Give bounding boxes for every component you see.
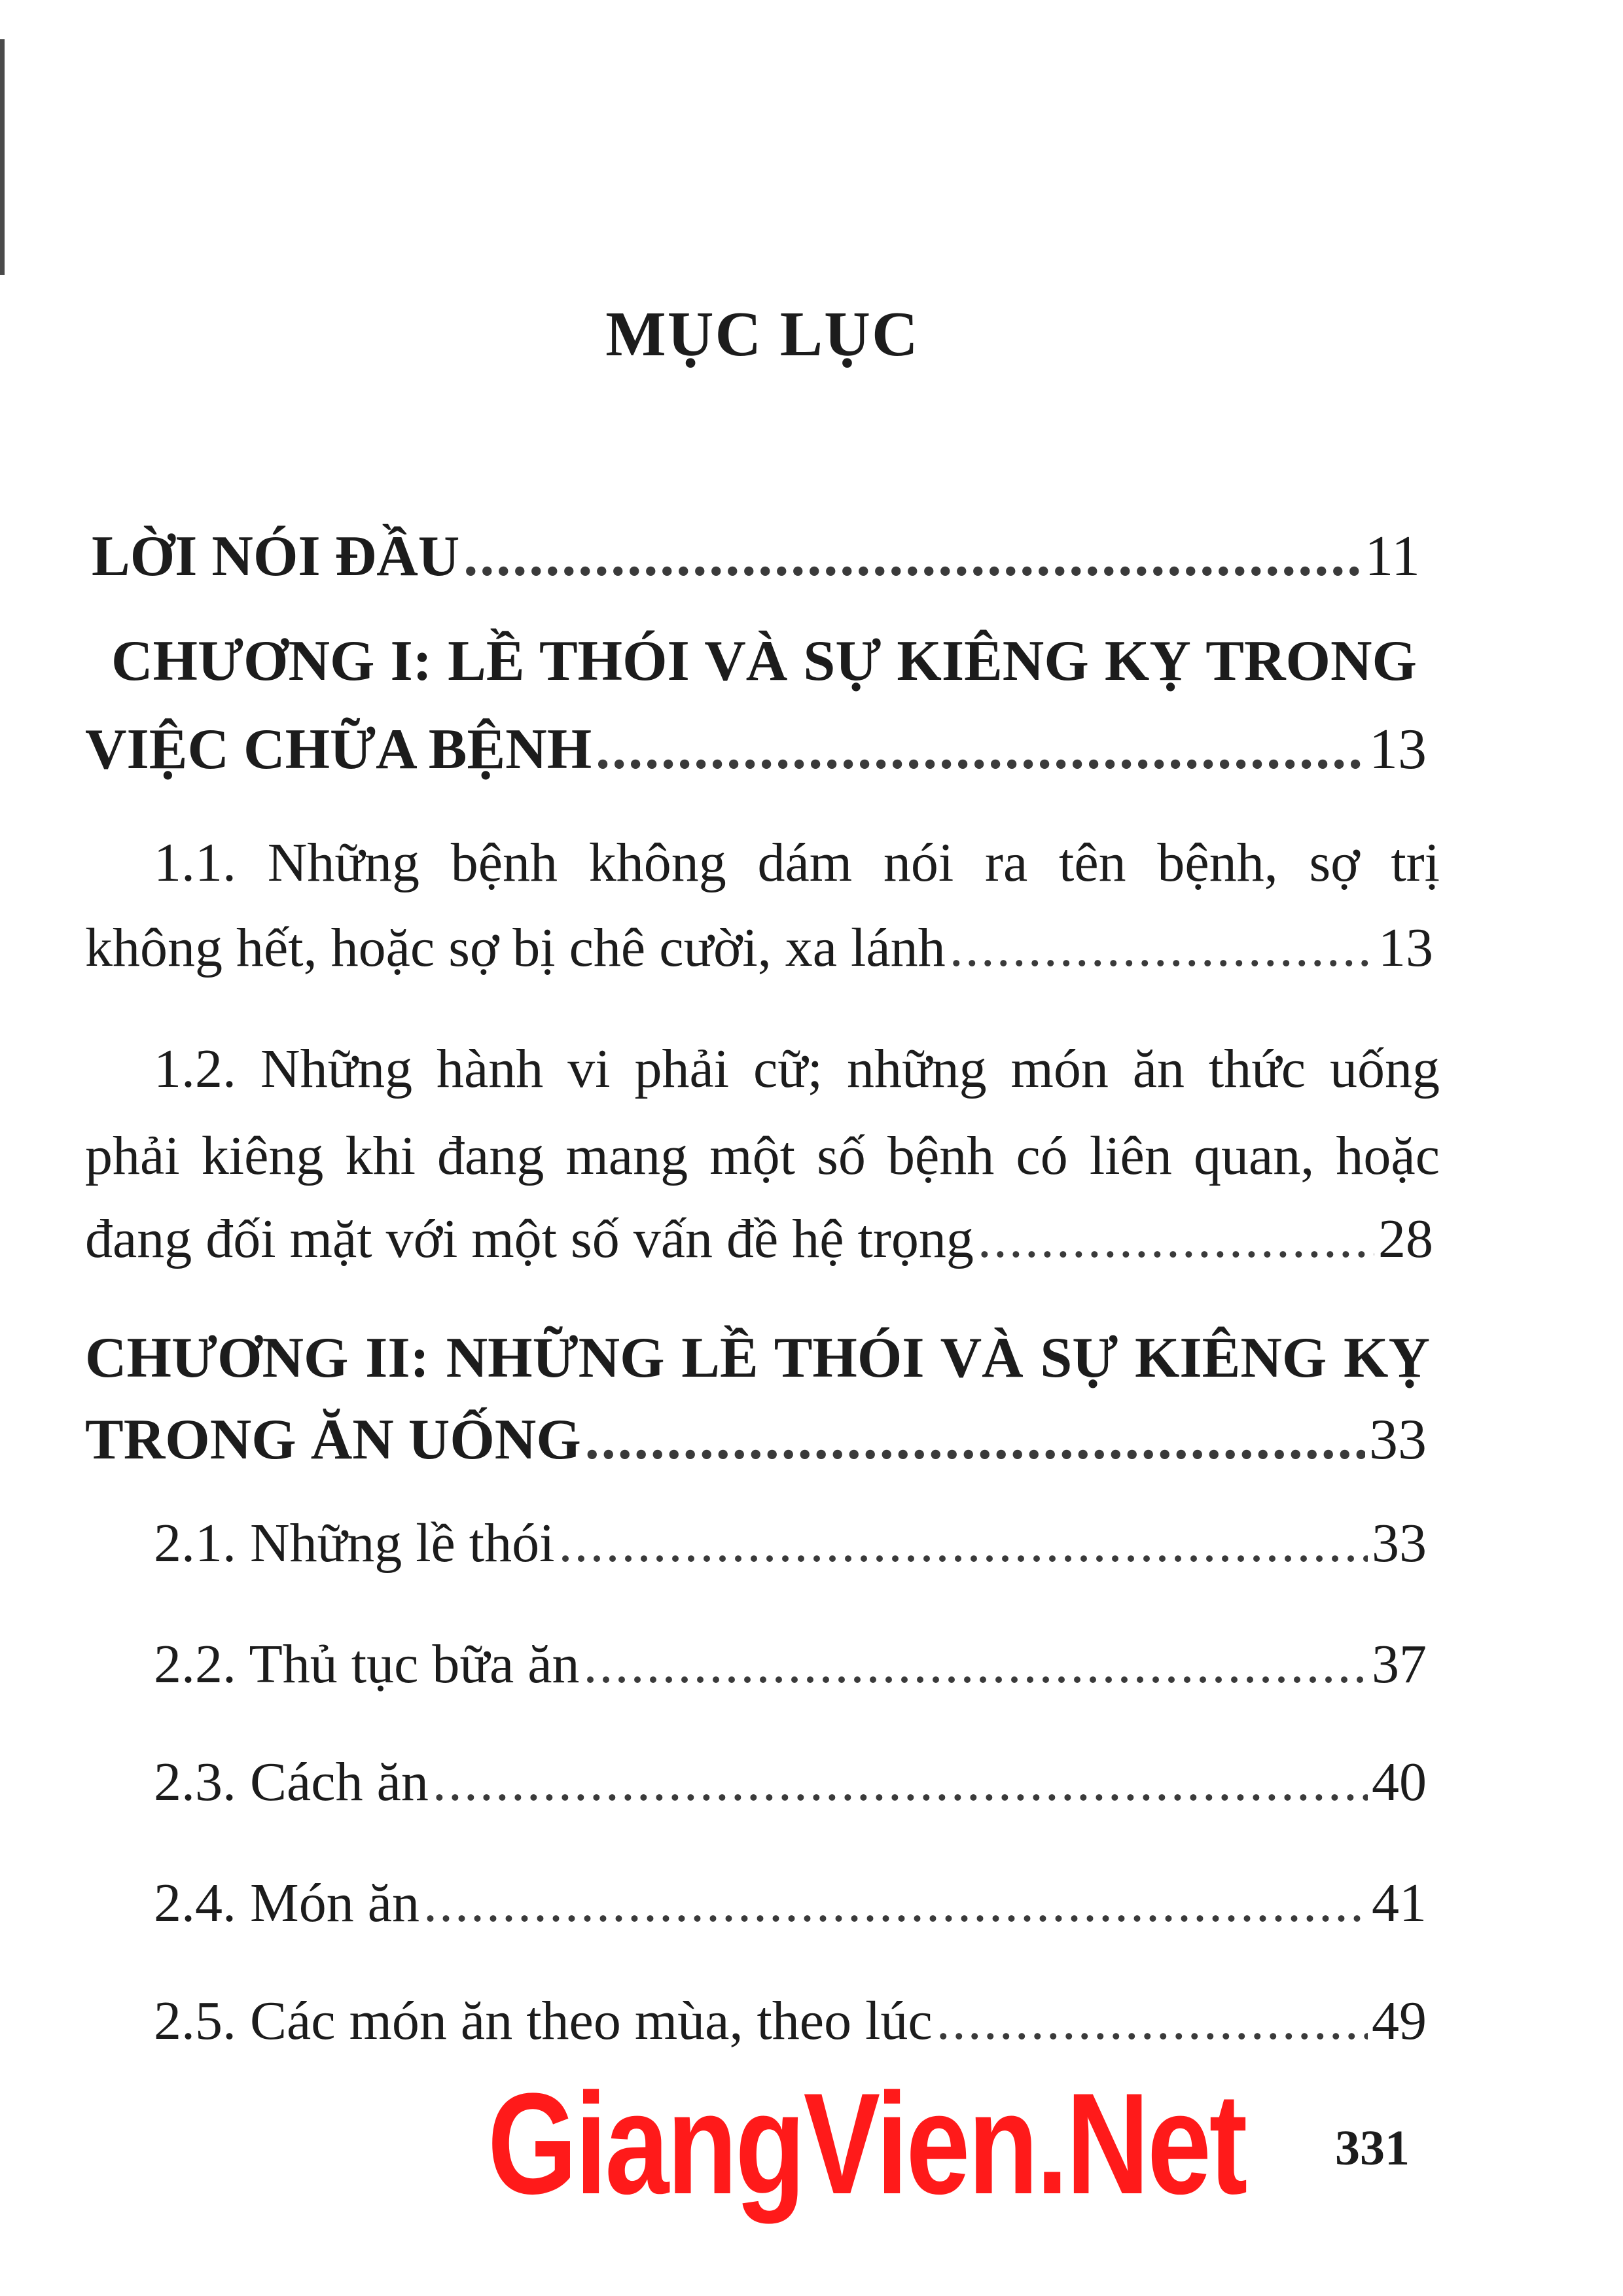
toc-entry-section-1-1[interactable] <box>85 916 1433 991</box>
toc-chapter-2-heading[interactable]: CHƯƠNG II: NHỮNG LỀ THÓI VÀ SỰ KIÊNG KỴ <box>85 1326 1430 1390</box>
toc-entry-section-2-3[interactable] <box>154 1750 1427 1826</box>
leader-dots <box>950 916 1374 980</box>
book-spine-edge <box>0 39 5 275</box>
toc-entry-title: 2.4. Món ăn <box>154 1873 419 1934</box>
toc-chapter-1-heading[interactable]: CHƯƠNG I: LỀ THÓI VÀ SỰ KIÊNG KỴ TRONG <box>111 629 1417 693</box>
toc-entry-page: 37 <box>1372 1634 1427 1695</box>
toc-section-1-2-line1[interactable]: 1.2. Những hành vi phải cữ; những món ăn thức uống <box>154 1038 1440 1099</box>
toc-entry-title: TRONG ĂN UỐNG <box>85 1408 581 1472</box>
toc-entry-title: 2.1. Những lề thói <box>154 1513 555 1574</box>
page-title: MỤC LỤC <box>605 299 919 370</box>
leader-dots <box>596 716 1365 783</box>
leader-dots <box>433 1750 1368 1814</box>
toc-entry-title: 2.5. Các món ăn theo mùa, theo lúc <box>154 1990 933 2051</box>
toc-entry-page: 33 <box>1372 1513 1427 1574</box>
toc-entry-section-2-1[interactable] <box>154 1511 1427 1587</box>
leader-dots <box>423 1871 1368 1935</box>
leader-dots <box>463 523 1361 590</box>
toc-entry-section-2-2[interactable] <box>154 1633 1427 1708</box>
toc-entry-page: 11 <box>1364 525 1420 588</box>
toc-entry-chapter-2[interactable] <box>85 1407 1427 1485</box>
leader-dots <box>936 1989 1368 2053</box>
toc-entry-title: VIỆC CHỮA BỆNH <box>85 718 592 781</box>
toc-entry-title: 2.2. Thủ tục bữa ăn <box>154 1634 580 1695</box>
toc-section-1-1-line1[interactable]: 1.1. Những bệnh không dám nói ra tên bệnh, sợ trị <box>154 832 1440 893</box>
toc-entry-chapter-1[interactable] <box>85 716 1427 795</box>
toc-entry-title: đang đối mặt với một số vấn đề hệ trọng <box>85 1209 974 1269</box>
toc-entry-title: LỜI NÓI ĐẦU <box>92 525 460 588</box>
toc-entry-section-2-5[interactable] <box>154 1989 1427 2064</box>
toc-section-1-2-line2[interactable]: phải kiêng khi đang mang một số bệnh có liên quan, hoặc <box>85 1125 1440 1186</box>
watermark: GiangVien.Net <box>488 2063 1246 2224</box>
toc-entry-section-2-4[interactable] <box>154 1871 1427 1947</box>
toc-entry-page: 49 <box>1372 1990 1427 2051</box>
toc-entry-loi-noi-dau[interactable] <box>92 523 1420 602</box>
toc-entry-page: 28 <box>1378 1209 1433 1269</box>
toc-entry-title: không hết, hoặc sợ bị chê cười, xa lánh <box>85 917 946 978</box>
toc-entry-title: 2.3. Cách ăn <box>154 1752 429 1812</box>
leader-dots <box>559 1511 1368 1575</box>
toc-entry-page: 13 <box>1369 718 1427 781</box>
toc-entry-section-1-2[interactable] <box>85 1207 1433 1282</box>
toc-entry-page: 13 <box>1378 917 1433 978</box>
toc-entry-page: 40 <box>1372 1752 1427 1812</box>
page-number: 331 <box>1335 2121 1410 2176</box>
toc-entry-page: 33 <box>1369 1408 1427 1472</box>
leader-dots <box>978 1207 1374 1271</box>
leader-dots <box>585 1407 1365 1473</box>
toc-entry-page: 41 <box>1372 1873 1427 1934</box>
leader-dots <box>584 1633 1368 1696</box>
